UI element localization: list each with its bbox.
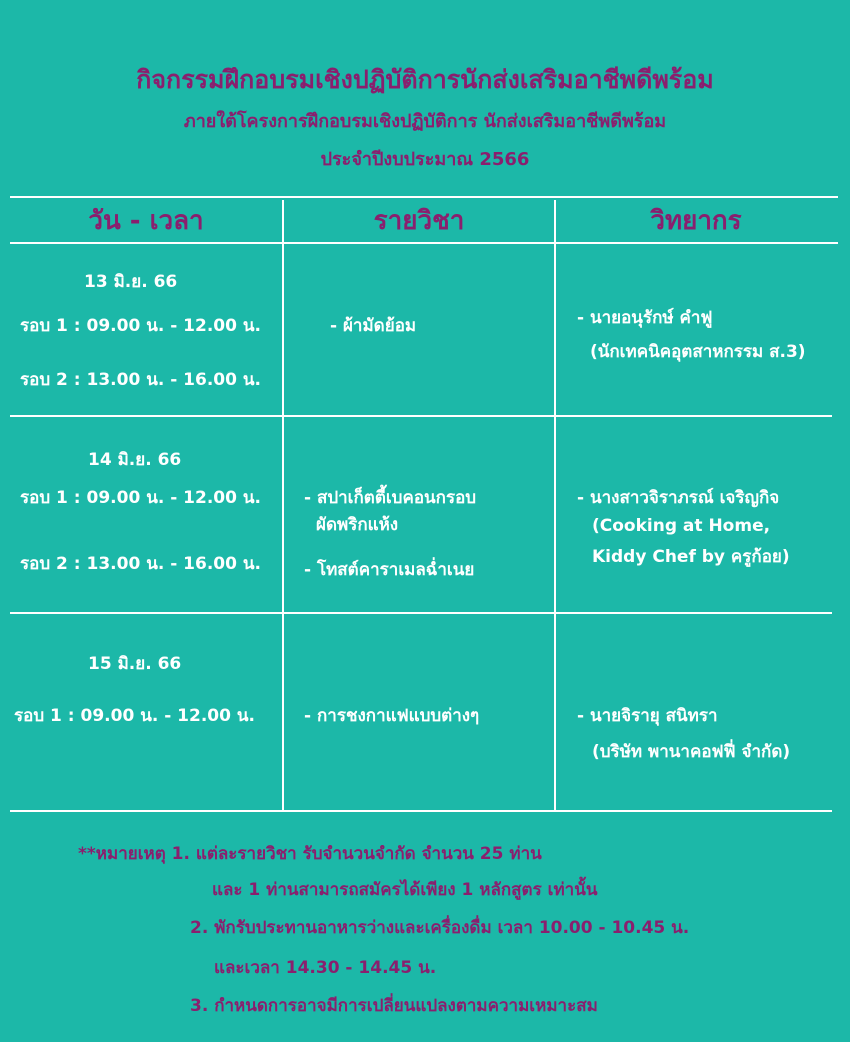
row-divider-1 [10,415,832,417]
row2-instructor-org2: Kiddy Chef by ครูก้อย) [592,547,790,567]
column-header-subject: รายวิชา [373,206,465,236]
row1-subject: - ผ้ามัดย้อม [330,316,417,336]
page-subtitle: ภายใต้โครงการฝึกอบรมเชิงปฏิบัติการ นักส่งเสริมอาชีพดีพร้อม [183,111,667,132]
column-divider-2 [554,200,556,812]
fiscal-year: ประจำปีงบประมาณ 2566 [320,149,530,170]
row2-subject2: - โทสต์คาราเมลฉ่ำเนย [304,560,475,580]
row1-instructor-title: (นักเทคนิคอุตสาหกรรม ส.3) [590,342,806,362]
table-bottom-line [10,810,832,812]
row-divider-2 [10,612,832,614]
table-top-line [10,196,838,198]
row3-instructor-org: (บริษัท พานาคอฟฟี่ จำกัด) [592,742,791,762]
row1-date: 13 มิ.ย. 66 [84,272,178,292]
row1-round2: รอบ 2 : 13.00 น. - 16.00 น. [20,370,261,390]
row1-round1: รอบ 1 : 09.00 น. - 12.00 น. [20,316,261,336]
note-3: 3. กำหนดการอาจมีการเปลี่ยนแปลงตามความเหมาะสม [190,996,598,1016]
note-2-cont: และเวลา 14.30 - 14.45 น. [214,958,437,978]
row2-subject1: - สปาเก็ตตี้เบคอนกรอบ [304,488,477,508]
row3-subject: - การชงกาแฟแบบต่างๆ [304,706,480,726]
page-title: กิจกรรมฝึกอบรมเชิงปฏิบัติการนักส่งเสริมอาชีพดีพร้อม [136,65,714,94]
row3-instructor-name: - นายจิรายุ สนิทรา [577,706,718,726]
note-1: **หมายเหตุ 1. แต่ละรายวิชา รับจำนวนจำกัด จำนวน 25 ท่าน [78,844,542,864]
note-1-cont: และ 1 ท่านสามารถสมัครได้เพียง 1 หลักสูตร เท่านั้น [212,880,598,900]
table-header-line [10,242,838,244]
row2-subject1-cont: ผัดพริกแห้ง [316,515,399,535]
row3-round1: รอบ 1 : 09.00 น. - 12.00 น. [14,706,255,726]
column-header-datetime: วัน - เวลา [88,206,204,236]
column-divider-1 [282,200,284,812]
column-header-instructor: วิทยากร [650,206,742,236]
row2-round1: รอบ 1 : 09.00 น. - 12.00 น. [20,488,261,508]
row2-round2: รอบ 2 : 13.00 น. - 16.00 น. [20,554,261,574]
row2-date: 14 มิ.ย. 66 [88,450,182,470]
row2-instructor-org1: (Cooking at Home, [592,516,771,536]
row1-instructor-name: - นายอนุรักษ์ คำฟู [577,308,713,328]
row2-instructor-name: - นางสาวจิราภรณ์ เจริญกิจ [577,488,780,508]
note-2: 2. พักรับประทานอาหารว่างและเครื่องดื่ม เวลา 10.00 - 10.45 น. [190,918,690,938]
row3-date: 15 มิ.ย. 66 [88,654,182,674]
